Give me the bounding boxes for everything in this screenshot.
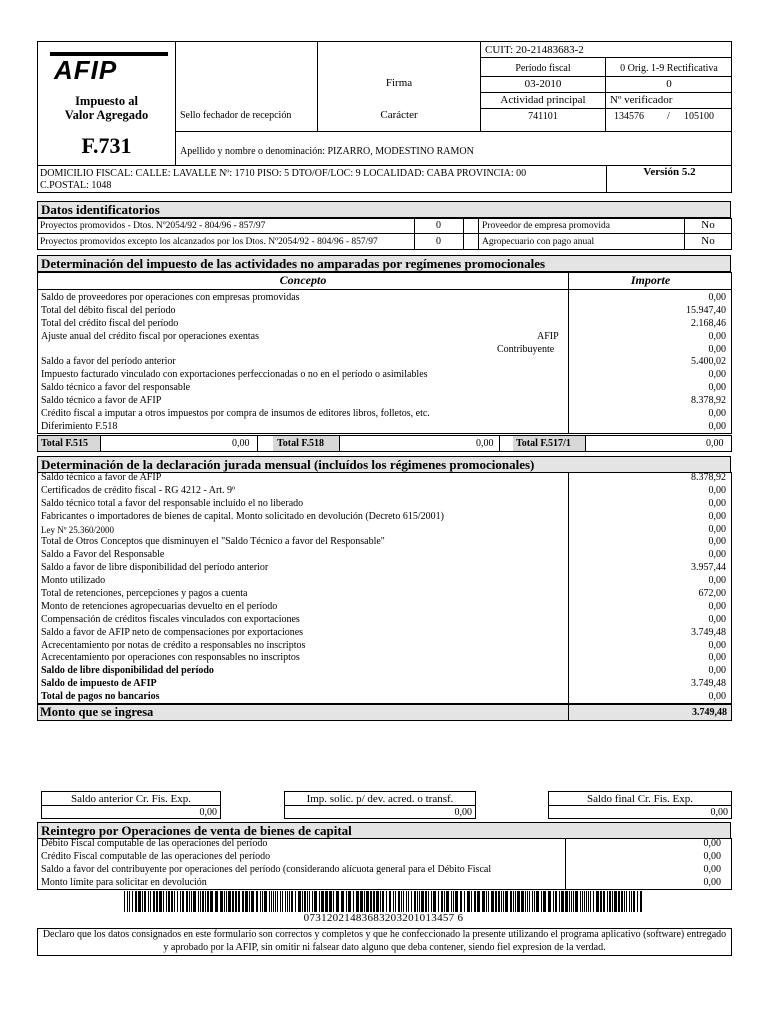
total-517-value: 0,00	[706, 438, 724, 449]
datos-row1-value: 0	[436, 220, 441, 231]
barcode-bar	[191, 891, 192, 912]
barcode-bar	[534, 891, 535, 912]
barcode-number: 07312021483683203201013457 6	[303, 912, 464, 924]
table-row: Saldo de proveedores por operaciones con empresas promovidas 0,00	[41, 292, 726, 303]
barcode-bar	[471, 891, 472, 912]
barcode-bar	[309, 891, 310, 912]
barcode-bar	[621, 891, 623, 912]
total-518-label: Total F.518	[277, 438, 325, 449]
determinacion-rows	[37, 292, 731, 434]
datos-row1b-label: Proveedor de empresa promovida	[482, 221, 610, 231]
barcode-bar	[455, 891, 458, 912]
barcode-bar	[495, 891, 497, 912]
barcode-bar	[242, 891, 244, 912]
barcode-bar	[307, 891, 308, 912]
actividad-label: Actividad principal	[500, 94, 586, 106]
barcode-bar	[532, 891, 533, 912]
barcode-bar	[177, 891, 178, 912]
barcode-bar	[224, 891, 225, 912]
barcode-bar	[193, 891, 196, 912]
barcode-bar	[406, 891, 407, 912]
stamp-label: Sello fechador de recepción	[180, 110, 292, 121]
barcode-bar	[356, 891, 359, 912]
barcode-bar	[403, 891, 404, 912]
barcode-bar	[329, 891, 332, 912]
barcode-bar	[590, 891, 591, 912]
barcode-bar	[561, 891, 564, 912]
barcode-bar	[232, 891, 234, 912]
barcode-bar	[360, 891, 363, 912]
verificador-value-2: 105100	[684, 111, 714, 122]
barcode-bar	[228, 891, 231, 912]
barcode-bar	[541, 891, 542, 912]
barcode-bar	[569, 891, 570, 912]
barcode-bar	[124, 891, 125, 912]
actividad-value: 741101	[528, 111, 558, 122]
barcode-bar	[251, 891, 254, 912]
barcode-bar	[428, 891, 429, 912]
barcode-bar	[425, 891, 427, 912]
total-518-value: 0,00	[476, 438, 494, 449]
barcode-bar	[287, 891, 288, 912]
barcode-bar	[614, 891, 617, 912]
barcode-bar	[376, 891, 379, 912]
table-row: Total del débito fiscal del período 15.947,40	[41, 304, 726, 316]
barcode-bar	[395, 891, 396, 912]
table-row: Monto de retenciones agropecuarias devuelto en el período 0,00	[41, 600, 726, 612]
barcode-bar	[491, 891, 494, 912]
barcode-bar	[273, 891, 274, 912]
barcode-bar	[182, 891, 184, 912]
barcode-bar	[477, 891, 480, 912]
table-row: Total de pagos no bancarios 0,00	[41, 691, 726, 703]
barcode-bar	[393, 891, 394, 912]
table-row: Débito Fiscal computable de las operaciones del período 0,00	[41, 838, 721, 849]
barcode-bar	[132, 891, 133, 912]
barcode-bar	[460, 891, 462, 912]
barcode-bar	[282, 891, 283, 912]
barcode-bar	[220, 891, 223, 912]
barcode-bar	[353, 891, 354, 912]
datos-row1-label: Proyectos promovidos - Dtos. Nº2054/92 - 804/96 - 857/97	[40, 221, 266, 231]
datos-row2-value: 0	[436, 236, 441, 247]
determinacion-title: Determinación del impuesto de las actividades no amparadas por regímenes promocionales	[37, 255, 731, 272]
barcode-bar	[166, 891, 167, 912]
barcode-bar	[249, 891, 250, 912]
barcode-bar	[364, 891, 365, 912]
afip-label: AFIP	[537, 330, 559, 342]
table-row: Saldo a favor de AFIP neto de compensaciones por exportaciones 3.749,48	[41, 626, 726, 638]
barcode-bar	[386, 891, 387, 912]
table-row: Acrecentamiento por operaciones con responsables no inscriptos 0,00	[41, 652, 726, 664]
barcode-bar	[226, 891, 227, 912]
table-row: Total de Otros Conceptos que disminuyen el "Saldo Técnico a favor del Responsable" 0,00	[41, 536, 726, 548]
datos-row1b-value: No	[701, 219, 715, 231]
barcode-bar	[180, 891, 181, 912]
barcode-bar	[321, 891, 324, 912]
barcode-bar	[586, 891, 587, 912]
barcode-bar	[536, 891, 539, 912]
barcode-bar	[127, 891, 128, 912]
barcode-bar	[171, 891, 173, 912]
barcode-bar	[529, 891, 530, 912]
barcode-bar	[271, 891, 272, 912]
table-row: Acrecentamiento por notas de crédito a responsables no inscriptos 0,00	[41, 639, 726, 651]
barcode-bar	[527, 891, 528, 912]
barcode-bar	[543, 891, 546, 912]
barcode-bar	[565, 891, 568, 912]
table-row: Saldo a favor de libre disponibilidad del período anterior 3.957,44	[41, 562, 726, 574]
barcode-bar	[366, 891, 369, 912]
barcode-bar	[596, 891, 599, 912]
barcode-bar	[150, 891, 151, 912]
tax-name-2: Valor Agregado	[64, 108, 149, 122]
barcode-bar	[612, 891, 613, 912]
tax-name-1: Impuesto al	[75, 94, 138, 108]
table-row: Saldo técnico a favor del responsable 0,00	[41, 382, 726, 394]
barcode-bar	[513, 891, 514, 912]
datos-title: Datos identificatorios	[37, 201, 731, 218]
barcode-bar	[200, 891, 201, 912]
barcode-bar	[159, 891, 162, 912]
barcode-bar	[441, 891, 443, 912]
domicilio: DOMICILIO FISCAL: CALLE: LAVALLE Nº: 1710 PISO: 5 DTO/OF/LOC: 9 LOCALIDAD: CABA PROVINCIA: 00	[40, 168, 527, 179]
barcode-bar	[325, 891, 328, 912]
barcode-bar	[298, 891, 301, 912]
barcode-bar	[464, 891, 465, 912]
barcode-bar	[433, 891, 436, 912]
barcode-bar	[336, 891, 339, 912]
barcode-bar	[370, 891, 372, 912]
barcode-bar	[256, 891, 258, 912]
barcode-bar	[618, 891, 620, 912]
version: Versión 5.2	[643, 166, 696, 178]
total-517-label: Total F.517/1	[516, 438, 571, 449]
table-row: Saldo técnico a favor de AFIP 8.378,92	[41, 395, 726, 407]
barcode-bar	[333, 891, 334, 912]
table-row: Saldo a favor del período anterior 5.400,02	[41, 356, 726, 368]
barcode-bar	[588, 891, 589, 912]
orig-value: 0	[666, 78, 672, 90]
contribuyente-label: Contribuyente	[497, 343, 555, 355]
barcode-bar	[156, 891, 158, 912]
barcode-bar	[341, 891, 344, 912]
barcode-bar	[264, 891, 267, 912]
barcode-bar	[584, 891, 585, 912]
barcode-bar	[401, 891, 402, 912]
barcode-bar	[168, 891, 170, 912]
barcode-bar	[245, 891, 248, 912]
barcode-bar	[444, 891, 445, 912]
table-row: Compensación de créditos fiscales vinculados con exportaciones 0,00	[41, 613, 726, 625]
monto-label: Monto que se ingresa	[40, 705, 154, 719]
table-row: Ley Nº 25.360/2000 0,00	[41, 523, 726, 535]
barcode-bar	[607, 891, 608, 912]
barcode-bar	[600, 891, 602, 912]
barcode-bar	[346, 891, 347, 912]
barcode-bar	[414, 891, 416, 912]
imp-solic-label: Imp. solic. p/ dev. acred. o transf.	[306, 793, 454, 805]
barcode-bar	[319, 891, 320, 912]
table-row: Ajuste anual del crédito fiscal por operaciones exentas AFIP 0,00	[41, 330, 726, 342]
ddjj-title: Determinación de la declaración jurada mensual (incluídos los régimenes promocionales)	[37, 456, 731, 473]
barcode-bar	[174, 891, 175, 912]
postal: C.POSTAL: 1048	[40, 180, 112, 191]
barcode-bar	[603, 891, 605, 912]
barcode-bar	[142, 891, 143, 912]
table-row: Monto límite para solicitar en devolución 0,00	[41, 876, 721, 888]
saldo-final-label: Saldo final Cr. Fis. Exp.	[586, 793, 694, 805]
reintegro-title: Reintegro por Operaciones de venta de bienes de capital	[37, 822, 731, 839]
barcode-bar	[453, 891, 454, 912]
barcode-bar	[269, 891, 270, 912]
barcode-bar	[525, 891, 526, 912]
barcode-bar	[467, 891, 470, 912]
barcode-bar	[235, 891, 237, 912]
verificador-value: 134576	[614, 111, 644, 122]
barcode-bar	[314, 891, 317, 912]
saldo-final-value: 0,00	[710, 807, 728, 818]
barcode-bar	[559, 891, 560, 912]
barcode-bar	[629, 891, 630, 912]
imp-solic-value: 0,00	[454, 807, 472, 818]
table-row: Fabricantes o importadores de bienes de capital. Monto solicitado en devolución (Decreto 615/2001) 0,00	[41, 510, 726, 522]
barcode-bar	[373, 891, 375, 912]
table-row: Total del crédito fiscal del período 2.168,46	[41, 317, 726, 329]
table-row: Total de retenciones, percepciones y pagos a cuenta 672,00	[41, 588, 726, 600]
barcode-bar	[553, 891, 554, 912]
barcode-bar	[189, 891, 190, 912]
barcode-bar	[291, 891, 293, 912]
barcode-bar	[503, 891, 504, 912]
barcode-bar	[421, 891, 424, 912]
barcode-bar	[446, 891, 449, 912]
svg-text:AFIP: AFIP	[54, 55, 118, 82]
apellido: Apellido y nombre o denominación: PIZARRO, MODESTINO RAMON	[180, 146, 474, 157]
barcode-bar	[548, 891, 551, 912]
barcode-bar	[275, 891, 276, 912]
barcode-bar	[438, 891, 439, 912]
periodo-label: Período fiscal	[515, 63, 571, 74]
table-row: Saldo de impuesto de AFIP 3.749,48	[41, 678, 726, 690]
declaration-text: Declaro que los datos consignados en este formulario son correctos y completos y que he confeccionado la presente utilizando el programa aplicativo (software) entregado y aprobado por la AFIP, sin omitir ni falsear dato alguno que deba contener, siendo fiel expresion de la verdad.	[42, 929, 727, 953]
barcode-bar	[135, 891, 137, 912]
saldo-anterior-value: 0,00	[199, 807, 217, 818]
barcode-bar	[295, 891, 296, 912]
barcode-bar	[382, 891, 384, 912]
barcode-bar	[498, 891, 500, 912]
table-row: Diferimiento F.518 0,00	[41, 420, 726, 432]
barcode-bar	[238, 891, 240, 912]
barcode-bar	[637, 891, 638, 912]
barcode-bar	[285, 891, 286, 912]
barcode-bar	[210, 891, 213, 912]
barcode-bar	[215, 891, 218, 912]
barcode-bar	[631, 891, 632, 912]
table-row: Saldo técnico a favor de AFIP 8.378,92	[41, 472, 726, 483]
datos-row2-label: Proyectos promovidos excepto los alcanzados por los Dtos. Nº2054/92 - 804/96 - 857/97	[40, 237, 378, 247]
table-row: Certificados de crédito fiscal - RG 4212 - Art. 9º 0,00	[41, 484, 726, 496]
barcode-bar	[408, 891, 409, 912]
barcode-bar	[517, 891, 520, 912]
cuit: CUIT: 20-21483683-2	[485, 44, 584, 56]
table-row: Contribuyente 0,00	[497, 343, 726, 355]
barcode-bar	[417, 891, 418, 912]
barcode-bar	[129, 891, 130, 912]
verificador-label: Nº verificador	[610, 94, 673, 106]
table-row: Saldo a Favor del Responsable 0,00	[41, 549, 726, 561]
firma-label: Firma	[385, 77, 413, 89]
barcode-bar	[593, 891, 594, 912]
barcode-bar	[144, 891, 146, 912]
barcode-bar	[198, 891, 199, 912]
barcode-bar	[571, 891, 572, 912]
caracter-label: Carácter	[380, 109, 418, 121]
barcode-bar	[582, 891, 583, 912]
table-row: Monto utilizado 0,00	[41, 575, 726, 587]
barcode-bar	[624, 891, 625, 912]
barcode-bar	[633, 891, 635, 912]
barcode-bar	[474, 891, 476, 912]
barcode-bar	[640, 891, 642, 912]
barcode-bar	[207, 891, 209, 912]
barcode-bar	[205, 891, 206, 912]
table-row: Crédito Fiscal computable de las operaciones del período 0,00	[41, 850, 721, 862]
barcode-bar	[501, 891, 502, 912]
barcode-bar	[521, 891, 524, 912]
form-number: F.731	[81, 133, 132, 158]
periodo-value: 03-2010	[524, 78, 562, 90]
col-importe: Importe	[630, 273, 671, 287]
barcode-bar	[389, 891, 391, 912]
barcode-bar	[153, 891, 155, 912]
barcode-bar	[573, 891, 574, 912]
barcode-bar	[289, 891, 290, 912]
barcode-bar	[505, 891, 508, 912]
barcode-bar	[302, 891, 303, 912]
barcode-bar	[202, 891, 204, 912]
afip-logo	[50, 52, 168, 82]
reintegro-rows	[37, 838, 731, 890]
barcode-bar	[348, 891, 351, 912]
barcode	[124, 891, 643, 912]
monto-value: 3.749,48	[692, 707, 727, 718]
total-515-value: 0,00	[232, 438, 250, 449]
table-row: Saldo técnico total a favor del responsable incluído el no liberado 0,00	[41, 497, 726, 509]
barcode-bar	[280, 891, 281, 912]
barcode-bar	[304, 891, 306, 912]
barcode-bar	[260, 891, 261, 912]
barcode-bar	[380, 891, 381, 912]
barcode-bar	[626, 891, 627, 912]
table-row: Saldo a favor del contribuyente por operaciones del período (considerando alícuota general para el Débito Fiscal 0,00	[41, 863, 721, 875]
barcode-bar	[186, 891, 188, 912]
barcode-bar	[575, 891, 578, 912]
datos-row2b-label: Agropecuario con pago anual	[482, 237, 595, 247]
orig-label: 0 Orig. 1-9 Rectificativa	[620, 63, 718, 74]
barcode-bar	[277, 891, 278, 912]
barcode-bar	[482, 891, 485, 912]
barcode-bar	[163, 891, 164, 912]
barcode-bar	[398, 891, 400, 912]
barcode-bar	[431, 891, 432, 912]
barcode-bar	[411, 891, 412, 912]
barcode-bar	[262, 891, 263, 912]
table-row: Saldo de libre disponibilidad del período 0,00	[41, 665, 726, 677]
table-row: Impuesto facturado vinculado con exportaciones perfeccionadas o no en el período o asimilables 0,00	[41, 369, 726, 381]
table-row: Crédito fiscal a imputar a otros impuestos por compra de insumos de editores libros, folletos, etc. 0,00	[41, 408, 726, 420]
barcode-bar	[488, 891, 489, 912]
barcode-bar	[555, 891, 557, 912]
barcode-bar	[451, 891, 452, 912]
barcode-bar	[609, 891, 611, 912]
verificador-slash: /	[667, 111, 670, 122]
barcode-bar	[312, 891, 313, 912]
barcode-bar	[580, 891, 581, 912]
total-515-label: Total F.515	[41, 438, 89, 449]
saldo-anterior-label: Saldo anterior Cr. Fis. Exp.	[70, 793, 192, 805]
ddjj-rows	[37, 472, 731, 704]
barcode-bar	[510, 891, 512, 912]
col-concepto: Concepto	[279, 273, 327, 287]
barcode-bar	[486, 891, 487, 912]
barcode-bar	[138, 891, 141, 912]
barcode-bar	[148, 891, 149, 912]
barcode-bar	[515, 891, 516, 912]
datos-row2b-value: No	[701, 235, 715, 247]
barcode-bar	[419, 891, 420, 912]
